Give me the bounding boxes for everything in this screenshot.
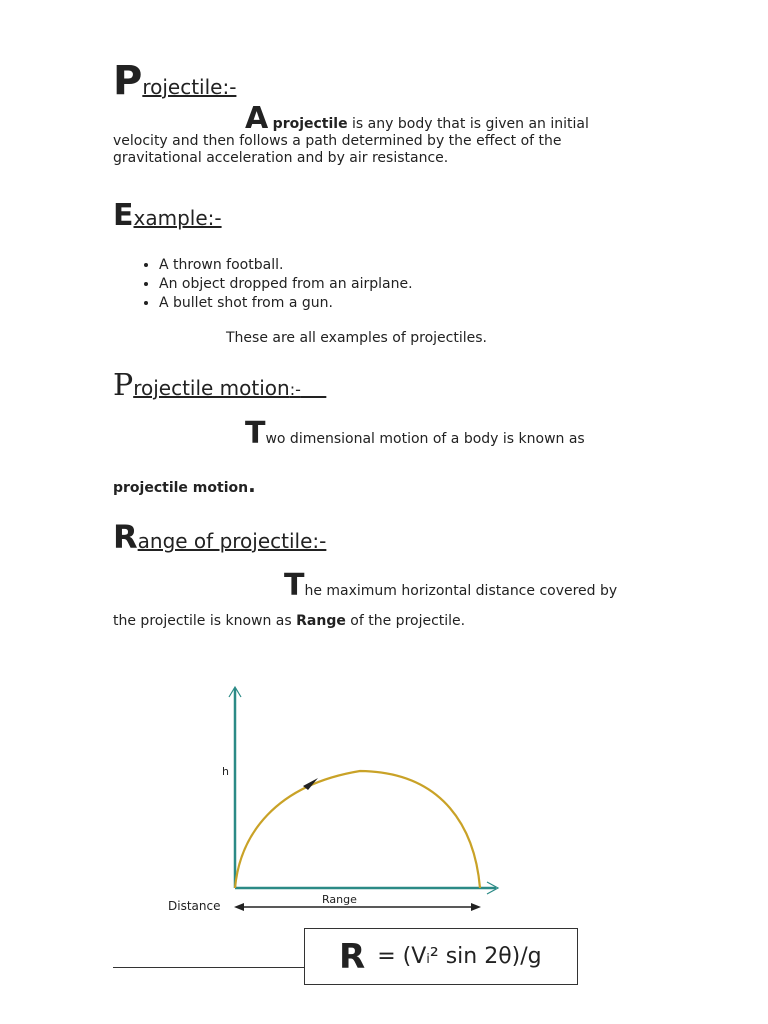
- range-definition-line-2: [113, 613, 465, 630]
- motion-definition-line-1: [245, 416, 585, 451]
- range-definition-line-1: [284, 568, 618, 603]
- definition-end: .: [248, 473, 256, 497]
- heading-text: ange of projectile:-: [137, 529, 327, 553]
- projectile-heading: [113, 58, 236, 104]
- x-axis-label: Distance: [168, 899, 221, 913]
- range-arrow-right: [471, 903, 481, 911]
- range-heading: [113, 518, 326, 556]
- range-label: Range: [322, 893, 357, 906]
- heading-drop-cap: R: [113, 518, 138, 556]
- formula-tail: ² sin 2θ)/g: [429, 944, 542, 969]
- definition-drop-cap: A: [245, 101, 269, 136]
- definition-text: wo dimensional motion of a body is known as: [265, 431, 585, 447]
- definition-bold-term: projectile: [272, 116, 348, 132]
- heading-drop-cap: E: [113, 198, 134, 233]
- example-heading: [113, 198, 222, 233]
- trajectory-curve: [235, 771, 480, 888]
- list-item: • A thrown football.: [159, 256, 413, 275]
- y-axis-label: h: [222, 765, 229, 778]
- definition-drop-cap: T: [245, 416, 266, 451]
- heading-tail: :-: [289, 380, 301, 399]
- motion-definition-line-2: [113, 473, 256, 497]
- definition-bold-term: projectile motion: [113, 480, 249, 496]
- definition-line-3: gravitational acceleration and by air resistance.: [113, 150, 449, 166]
- list-item: • An object dropped from an airplane.: [159, 275, 413, 294]
- heading-text: rojectile:-: [142, 75, 237, 99]
- heading-text: xample:-: [133, 206, 222, 230]
- definition-line-1: is any body that is given an initial: [347, 116, 589, 132]
- definition-text-post: of the projectile.: [345, 613, 466, 629]
- definition-drop-cap: T: [284, 568, 305, 603]
- definition-line-2: velocity and then follows a path determined by the effect of the: [113, 133, 562, 149]
- heading-text: [133, 376, 326, 400]
- heading-main: rojectile motion: [133, 376, 290, 400]
- definition-text-pre: the projectile is known as: [113, 613, 297, 629]
- list-item: • A bullet shot from a gun.: [159, 294, 413, 313]
- formula-expression: = (V: [377, 944, 427, 969]
- formula-rule: [113, 967, 305, 968]
- example-list: [113, 256, 413, 313]
- heading-drop-cap: P: [113, 368, 134, 403]
- range-formula-box: [304, 928, 578, 985]
- motion-heading: [113, 368, 326, 403]
- definition-text: he maximum horizontal distance covered by: [304, 583, 618, 599]
- heading-drop-cap: P: [113, 58, 143, 104]
- range-arrow-left: [234, 903, 244, 911]
- formula-symbol: R: [339, 936, 366, 977]
- definition-bold-term: Range: [296, 613, 346, 629]
- trajectory-diagram: [160, 680, 510, 920]
- examples-note: These are all examples of projectiles.: [226, 330, 487, 346]
- projectile-definition: [113, 101, 653, 167]
- formula-subscript: i: [426, 952, 430, 967]
